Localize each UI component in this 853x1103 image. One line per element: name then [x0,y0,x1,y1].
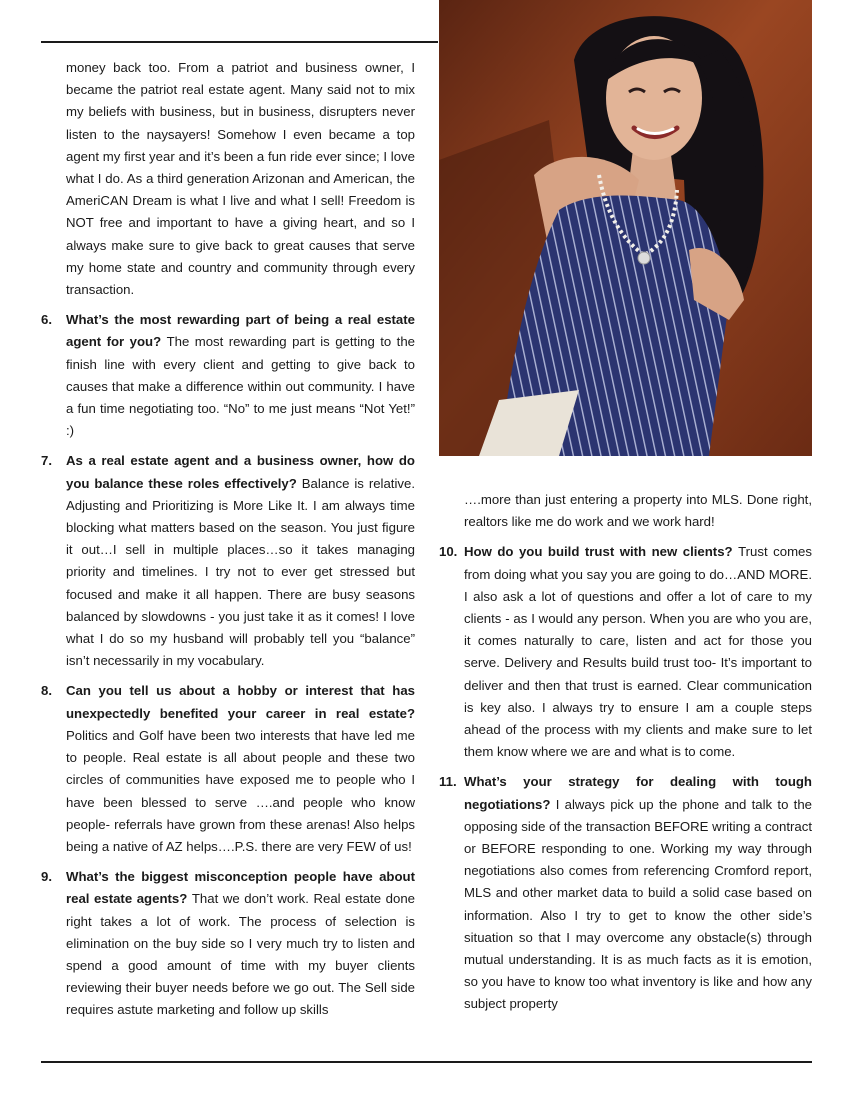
question-text: What’s the biggest misconception people have about real estate agents? [66,869,415,907]
question-text: As a real estate agent and a business owner, how do you balance these roles effectively? [66,453,415,491]
agent-portrait-photo [439,0,812,456]
question-text: What’s the most rewarding part of being a real estate agent for you? [66,312,415,350]
answer-text: Balance is relative. Adjusting and Prioritizing is More Like It. I am always time blocking what matters based on the season. You just figure it out…I sell in multiple places…so it takes managing priority and timelines. I try not to ever get stressed but focused and make it all happen. There are busy seasons balanced by slowdowns - you just take it as it comes! I love what I do so my husband will probably tell you “balance” isn’t necessarily in my vocabulary. [66,475,415,669]
continued-paragraph: ….more than just entering a property into MLS. Done right, realtors like me do work and we work hard! [464,492,812,530]
question-number: 7. [41,453,52,469]
answer-text: Politics and Golf have been two interests that have led me to people. Real estate is all about people and these two circles of communities have exposed me to people who I have been blessed to serve ….and people who know people- referrals have grown from these arenas! Also helps being a native of AZ helps….P.S. there are very FEW of us! [66,727,415,854]
right-column [439,489,812,1016]
question-6 [41,309,415,442]
footer-rule [41,1061,812,1063]
answer-text: I always pick up the phone and talk to the opposing side of the transaction BEFORE writing a contract or BEFORE responding to one. Working my way through negotiations also comes from referencing Cromford report, MLS and other market data to build a solid case based on information. Also I try to get to know the other side’s situation so that I may overcome any obstacle(s) through mutual understanding. It is as much facts as it is emotion, so you have to know too what inventory is like and how any subject property [464,796,812,1012]
question-text: How do you build trust with new clients? [464,544,739,560]
question-text: What’s your strategy for dealing with tough negotiations? [464,774,812,812]
question-text: Can you tell us about a hobby or interest that has unexpectedly benefited your career in real estate? [66,683,415,721]
question-number: 10. [439,544,458,560]
question-number: 8. [41,683,52,699]
answer-text: The most rewarding part is getting to the finish line with every client and getting to give back to causes that make a difference within out community. I have a fun time negotiating too. “No” to me just means “Not Yet!” :) [66,334,415,439]
answer-text: Trust comes from doing what you say you are going to do…AND MORE. I also ask a lot of questions and offer a lot of care to my clients - as I would any person. When you are who you are, it comes naturally to care, listen and act for those you serve. Delivery and Results build trust too- It’s important to deliver and then that trust is earned. Clear communication is key also. I always try to ensure I am a couple steps ahead of the process with my clients and make sure to let them know where we are and what is to come. [464,544,812,760]
header-rule [41,41,438,43]
left-column [41,57,415,1022]
question-number: 11. [439,774,457,790]
question-number: 6. [41,312,52,328]
answer-text: That we don’t work. Real estate done right takes a lot of work. The process of selection is elimination on the buy side so I very much try to listen and spend a good amount of time with my buyer clients reviewing their buyer needs before we go out. The Sell side requires astute marketing and follow up skills [66,891,416,1018]
question-7 [41,450,415,672]
question-10 [439,541,812,763]
intro-paragraph: money back too. From a patriot and business owner, I became the patriot real estate agent. Many said not to mix my beliefs with business, but in business, disrupters never listen to the naysayers! Somehow I even became a top agent my first year and it’s been a fun ride ever since; I love what I do. As a third generation Arizonan and American, the AmeriCAN Dream is what I live and what I sell! Freedom is NOT free and important to have a giving heart, and so I always make sure to give back to great causes that serve my home state and country and community through every transaction. [66,60,415,298]
question-9 [41,866,415,1021]
question-8 [41,680,415,858]
question-number: 9. [41,869,52,885]
question-11 [439,771,812,1015]
